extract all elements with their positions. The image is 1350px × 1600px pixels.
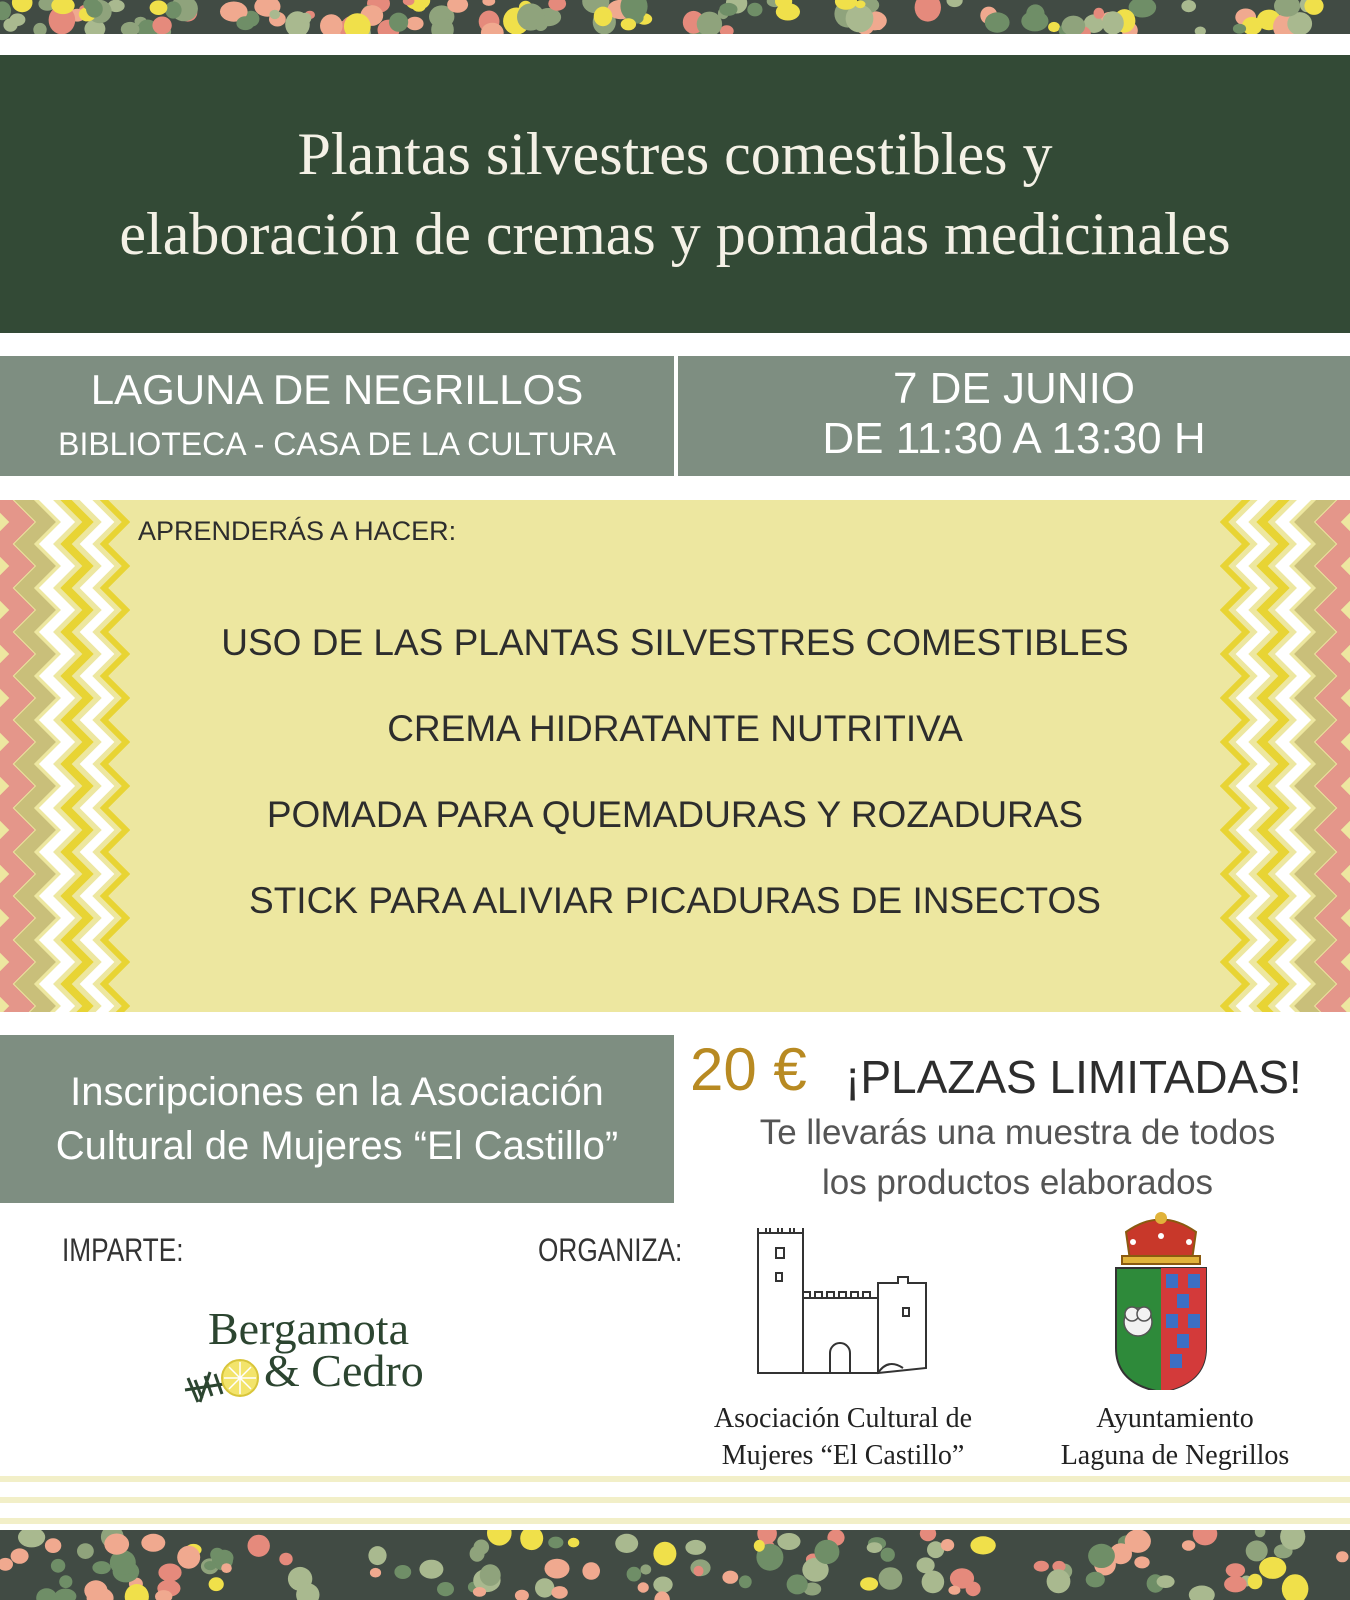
zigzag-border-right-icon bbox=[1220, 500, 1350, 1012]
top-floral-band bbox=[0, 0, 1350, 34]
floral-pattern-icon bbox=[0, 1530, 1350, 1600]
title-line-2: elaboración de cremas y pomadas medicinales bbox=[119, 201, 1231, 267]
floral-pattern-icon bbox=[0, 0, 1350, 34]
learn-item: USO DE LAS PLANTAS SILVESTRES COMESTIBLES bbox=[221, 622, 1129, 663]
coat-of-arms-icon bbox=[1108, 1210, 1214, 1390]
citrus-branch-logo-icon bbox=[180, 1350, 270, 1420]
price: 20 € bbox=[690, 1036, 807, 1103]
registration-line-1: Inscripciones en la Asociación bbox=[70, 1070, 604, 1114]
learn-item: STICK PARA ALIVIAR PICADURAS DE INSECTOS bbox=[249, 880, 1101, 921]
title-line-1: Plantas silvestres comestibles y bbox=[297, 121, 1053, 187]
registration-box bbox=[0, 1035, 674, 1203]
logo-text-line-2: & Cedro bbox=[264, 1345, 424, 1396]
location-box bbox=[0, 356, 674, 476]
logo-text-line-1: Bergamota bbox=[208, 1303, 409, 1354]
schedule-time: DE 11:30 A 13:30 H bbox=[822, 414, 1206, 463]
imparte-label: IMPARTE: bbox=[62, 1232, 184, 1268]
takeaway-line-1: Te llevarás una muestra de todos bbox=[759, 1113, 1276, 1152]
decorative-stripe bbox=[0, 1497, 1350, 1503]
bergamota-cedro-logo bbox=[180, 1303, 500, 1420]
title-banner bbox=[0, 55, 1350, 333]
bottom-floral-band bbox=[0, 1530, 1350, 1600]
registration-line-2: Cultural de Mujeres “El Castillo” bbox=[55, 1124, 619, 1168]
limited-places: ¡PLAZAS LIMITADAS! bbox=[845, 1051, 1302, 1103]
learn-item: CREMA HIDRATANTE NUTRITIVA bbox=[387, 708, 963, 749]
org1-caption-line-1: Asociación Cultural de bbox=[713, 1403, 973, 1434]
org2-caption-line-2: Laguna de Negrillos bbox=[1060, 1440, 1290, 1471]
learn-item: POMADA PARA QUEMADURAS Y ROZADURAS bbox=[266, 794, 1084, 835]
organiza-label: ORGANIZA: bbox=[538, 1232, 683, 1268]
decorative-stripe bbox=[0, 1518, 1350, 1524]
org2-caption-line-1: Ayuntamiento bbox=[1096, 1403, 1254, 1434]
location-venue: BIBLIOTECA - CASA DE LA CULTURA bbox=[58, 426, 616, 462]
learn-heading: APRENDERÁS A HACER: bbox=[138, 516, 457, 546]
org1-caption-line-2: Mujeres “El Castillo” bbox=[721, 1440, 965, 1471]
schedule-box bbox=[678, 356, 1350, 476]
location-town: LAGUNA DE NEGRILLOS bbox=[90, 366, 584, 413]
castle-illustration-icon bbox=[748, 1228, 938, 1378]
decorative-stripe bbox=[0, 1476, 1350, 1482]
takeaway-line-2: los productos elaborados bbox=[821, 1163, 1214, 1202]
schedule-date: 7 DE JUNIO bbox=[892, 364, 1136, 413]
learn-section bbox=[0, 500, 1350, 1012]
zigzag-border-left-icon bbox=[0, 500, 130, 1012]
